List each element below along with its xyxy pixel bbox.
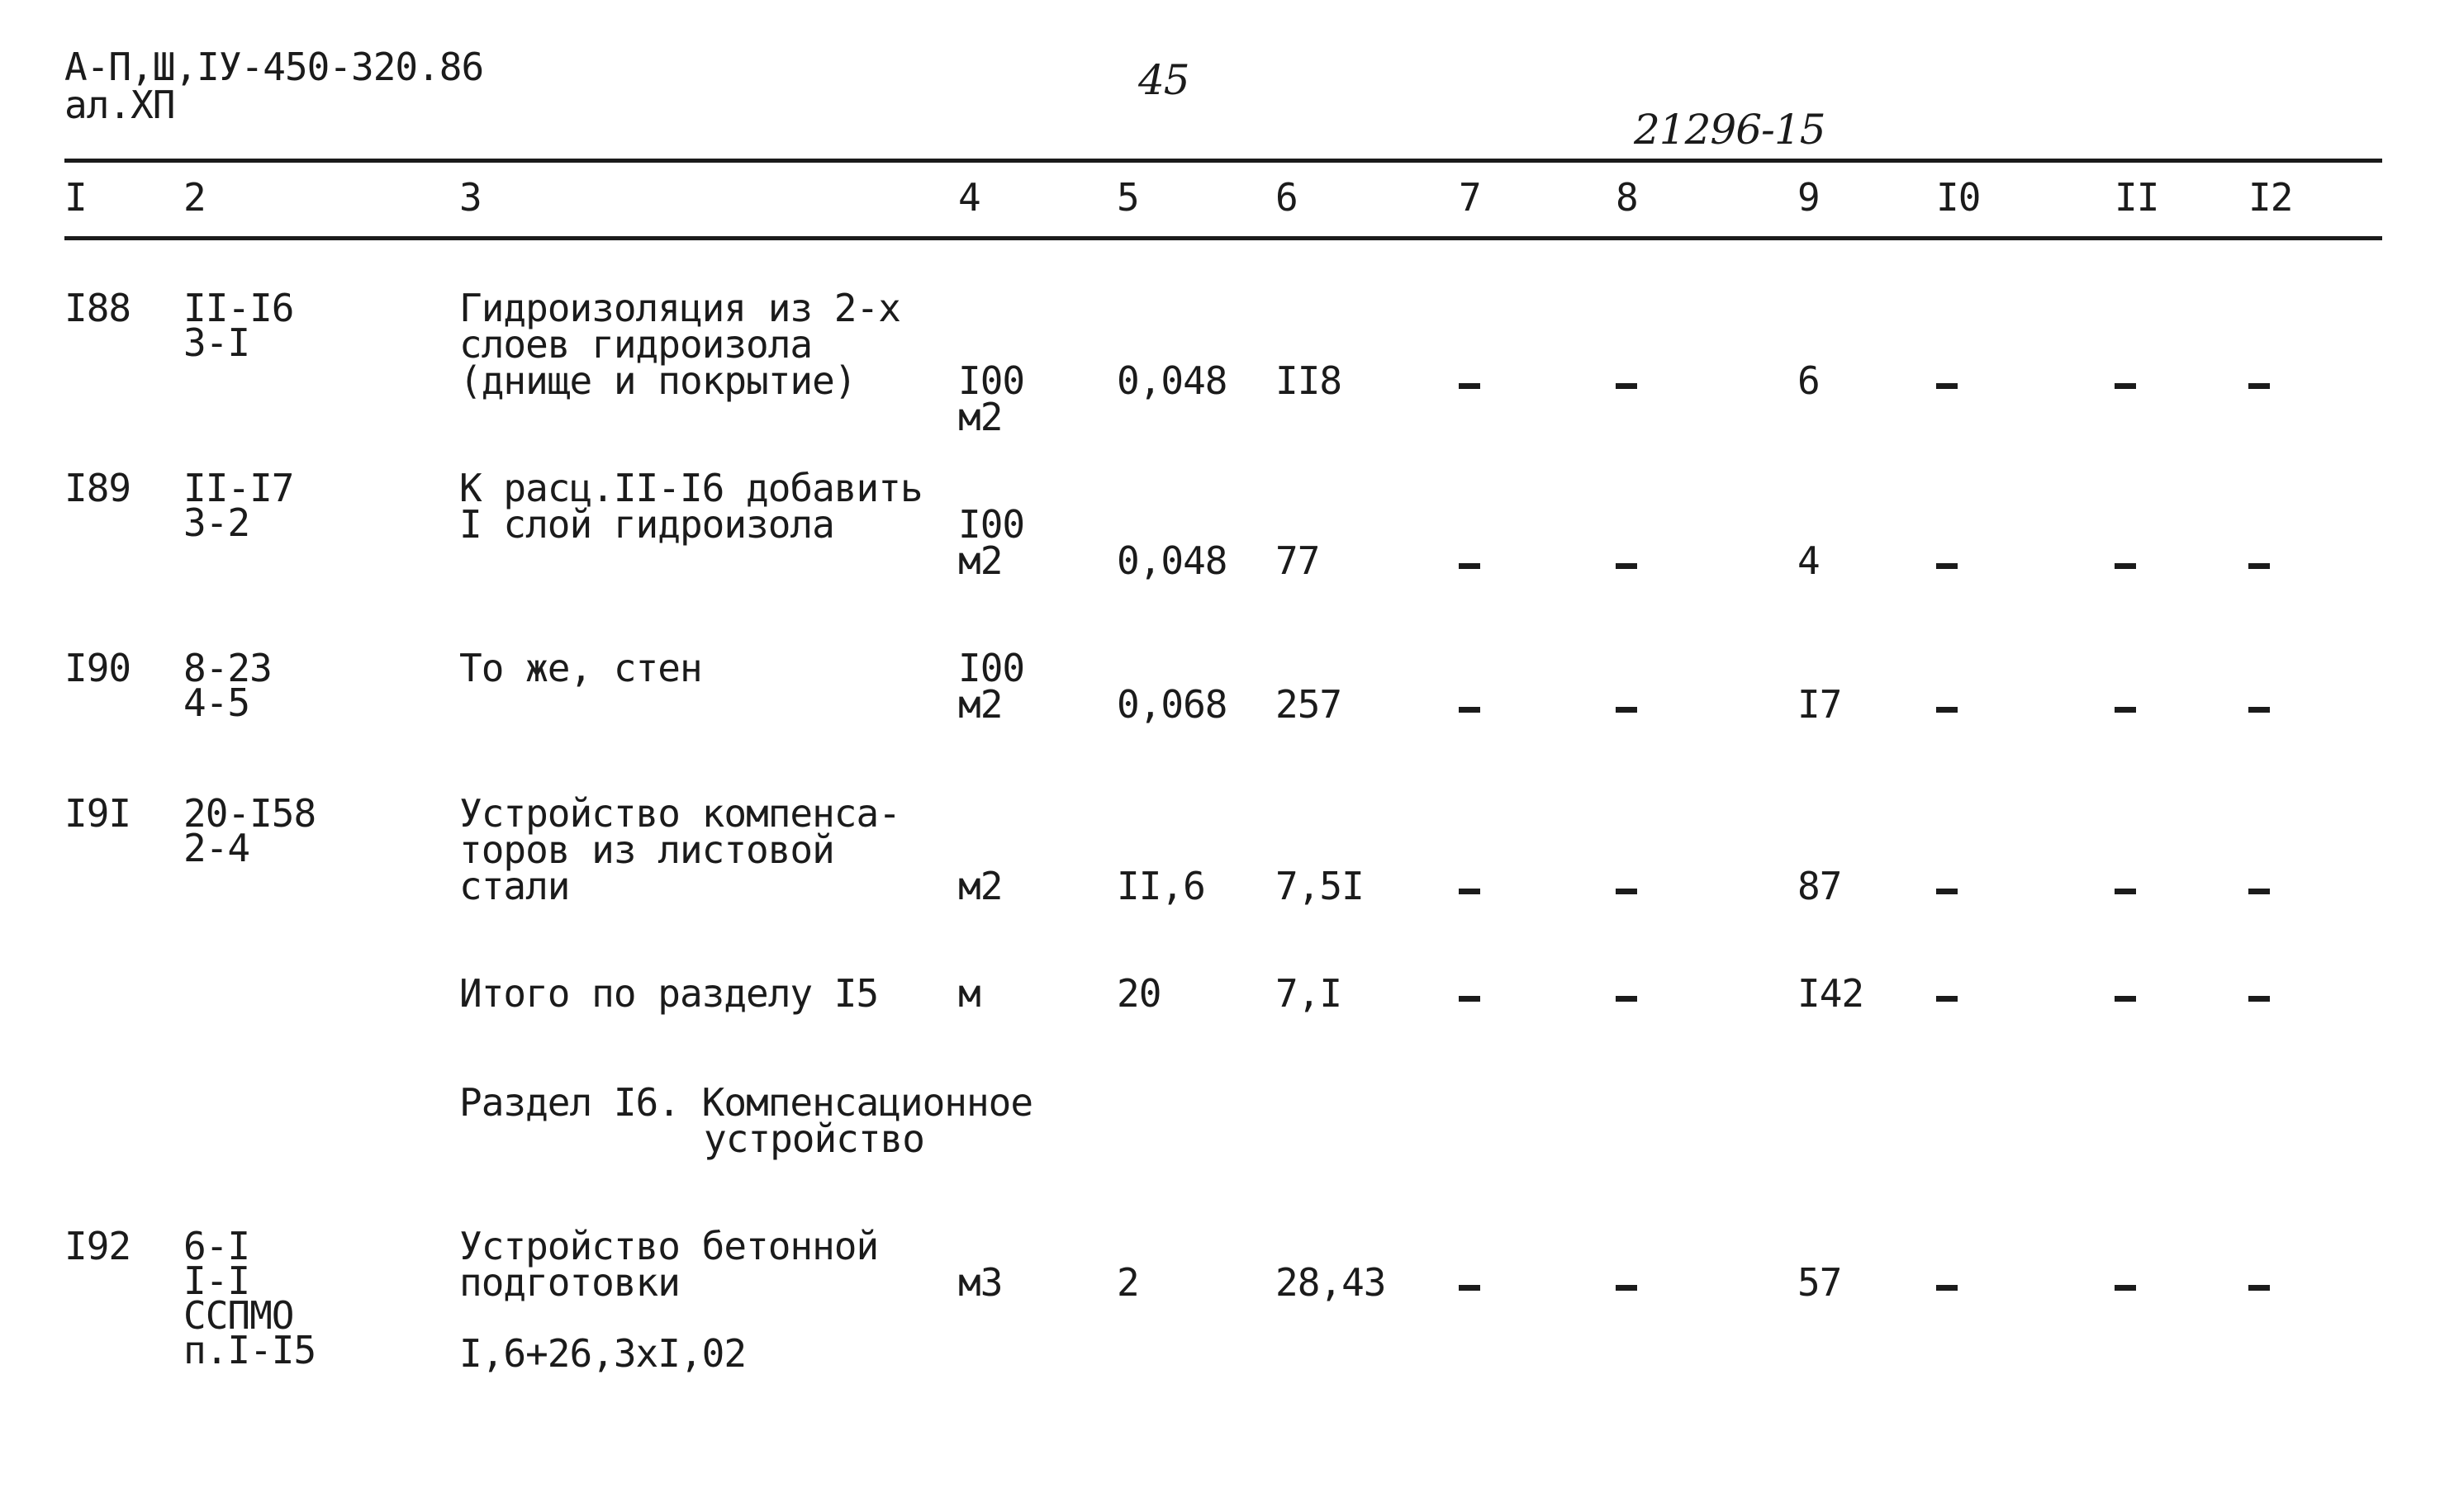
header-bottom-rule: [64, 236, 2382, 240]
col-header: II: [2115, 175, 2159, 220]
quantity: II,6: [1117, 864, 1205, 908]
unit-cost: 77: [1275, 538, 1320, 583]
quantity: 20: [1117, 971, 1161, 1016]
unit: м2: [958, 864, 1003, 908]
rate-code: 3-2: [183, 500, 250, 545]
quantity: 0,048: [1117, 538, 1227, 583]
empty-cell-dash: [1616, 707, 1637, 713]
work-description: подготовки: [459, 1260, 680, 1305]
rate-code: 6-I: [183, 1224, 250, 1268]
quantity: 2: [1117, 1260, 1139, 1305]
unit: м2: [958, 682, 1003, 727]
work-description: I слой гидроизола: [459, 502, 834, 547]
work-description: (днище и покрытие): [459, 358, 857, 403]
row-number: I90: [64, 646, 131, 690]
unit: I00: [958, 502, 1025, 547]
total-cost: 57: [1797, 1260, 1842, 1305]
empty-cell-dash: [1616, 996, 1637, 1002]
empty-cell-dash: [2248, 996, 2270, 1002]
empty-cell-dash: [2115, 1285, 2136, 1291]
calculation-note: I,6+26,3хI,02: [459, 1331, 747, 1376]
empty-cell-dash: [2248, 383, 2270, 389]
col-header: 6: [1275, 175, 1298, 220]
col-header: I: [64, 175, 87, 220]
work-description: стали: [459, 864, 570, 908]
top-rule: [64, 159, 2382, 163]
col-header: 8: [1616, 175, 1638, 220]
empty-cell-dash: [2115, 383, 2136, 389]
work-description: Устройство компенса-: [459, 791, 900, 836]
row-number: I88: [64, 286, 131, 330]
unit-cost: 7,I: [1275, 971, 1342, 1016]
empty-cell-dash: [1936, 1285, 1958, 1291]
work-description: Устройство бетонной: [459, 1224, 879, 1268]
empty-cell-dash: [1936, 563, 1958, 569]
quantity: 0,048: [1117, 358, 1227, 403]
stamp-number: 21296-15: [1634, 106, 1825, 154]
rate-code: II-I6: [183, 286, 294, 330]
work-description: слоев гидроизола: [459, 322, 813, 367]
col-header: 3: [459, 175, 482, 220]
empty-cell-dash: [1616, 563, 1637, 569]
empty-cell-dash: [1616, 889, 1637, 894]
unit: I00: [958, 646, 1025, 690]
unit: м2: [958, 538, 1003, 583]
page-number: 45: [1138, 56, 1189, 104]
col-header: I2: [2248, 175, 2293, 220]
rate-code: ССПМО: [183, 1293, 294, 1338]
rate-code: II-I7: [183, 466, 294, 510]
work-description: торов из листовой: [459, 827, 834, 872]
section-title: устройство: [704, 1116, 924, 1161]
unit: I00: [958, 358, 1025, 403]
empty-cell-dash: [2115, 563, 2136, 569]
unit-cost: 257: [1275, 682, 1342, 727]
empty-cell-dash: [1616, 1285, 1637, 1291]
rate-code: 4-5: [183, 680, 250, 725]
empty-cell-dash: [1936, 889, 1958, 894]
total-cost: 87: [1797, 864, 1842, 908]
row-number: I9I: [64, 791, 131, 836]
empty-cell-dash: [1459, 889, 1480, 894]
col-header: I0: [1936, 175, 1981, 220]
unit: м2: [958, 395, 1003, 439]
row-number: I92: [64, 1224, 131, 1268]
empty-cell-dash: [2248, 889, 2270, 894]
total-cost: I42: [1797, 971, 1864, 1016]
empty-cell-dash: [1459, 707, 1480, 713]
total-label: Итого по разделу I5: [459, 971, 879, 1016]
empty-cell-dash: [1459, 996, 1480, 1002]
col-header: 9: [1797, 175, 1820, 220]
empty-cell-dash: [2115, 707, 2136, 713]
col-header: 7: [1459, 175, 1481, 220]
col-header: 4: [958, 175, 980, 220]
unit-cost: II8: [1275, 358, 1342, 403]
empty-cell-dash: [1936, 996, 1958, 1002]
empty-cell-dash: [2248, 707, 2270, 713]
section-title: Раздел I6. Компенсационное: [459, 1080, 1033, 1125]
col-header: 5: [1117, 175, 1139, 220]
work-description: Гидроизоляция из 2-х: [459, 286, 900, 330]
empty-cell-dash: [2115, 996, 2136, 1002]
rate-code: I-I: [183, 1258, 250, 1303]
empty-cell-dash: [1459, 383, 1480, 389]
document-code: А-П,Ш,IУ-450-320.86: [64, 45, 484, 89]
rate-code: 2-4: [183, 826, 250, 870]
empty-cell-dash: [1459, 1285, 1480, 1291]
sheet-label: ал.XП: [64, 83, 175, 127]
unit-cost: 7,5I: [1275, 864, 1364, 908]
unit: м: [958, 971, 980, 1016]
total-cost: I7: [1797, 682, 1842, 727]
unit: м3: [958, 1260, 1003, 1305]
empty-cell-dash: [2248, 1285, 2270, 1291]
empty-cell-dash: [2115, 889, 2136, 894]
empty-cell-dash: [1616, 383, 1637, 389]
work-description: К расц.II-I6 добавить: [459, 466, 923, 510]
empty-cell-dash: [1936, 383, 1958, 389]
work-description: То же, стен: [459, 646, 702, 690]
total-cost: 6: [1797, 358, 1820, 403]
unit-cost: 28,43: [1275, 1260, 1386, 1305]
row-number: I89: [64, 466, 131, 510]
total-cost: 4: [1797, 538, 1820, 583]
rate-code: 3-I: [183, 320, 250, 365]
rate-code: 8-23: [183, 646, 272, 690]
empty-cell-dash: [2248, 563, 2270, 569]
rate-code: п.I-I5: [183, 1328, 316, 1372]
col-header: 2: [183, 175, 206, 220]
rate-code: 20-I58: [183, 791, 316, 836]
empty-cell-dash: [1459, 563, 1480, 569]
empty-cell-dash: [1936, 707, 1958, 713]
quantity: 0,068: [1117, 682, 1227, 727]
